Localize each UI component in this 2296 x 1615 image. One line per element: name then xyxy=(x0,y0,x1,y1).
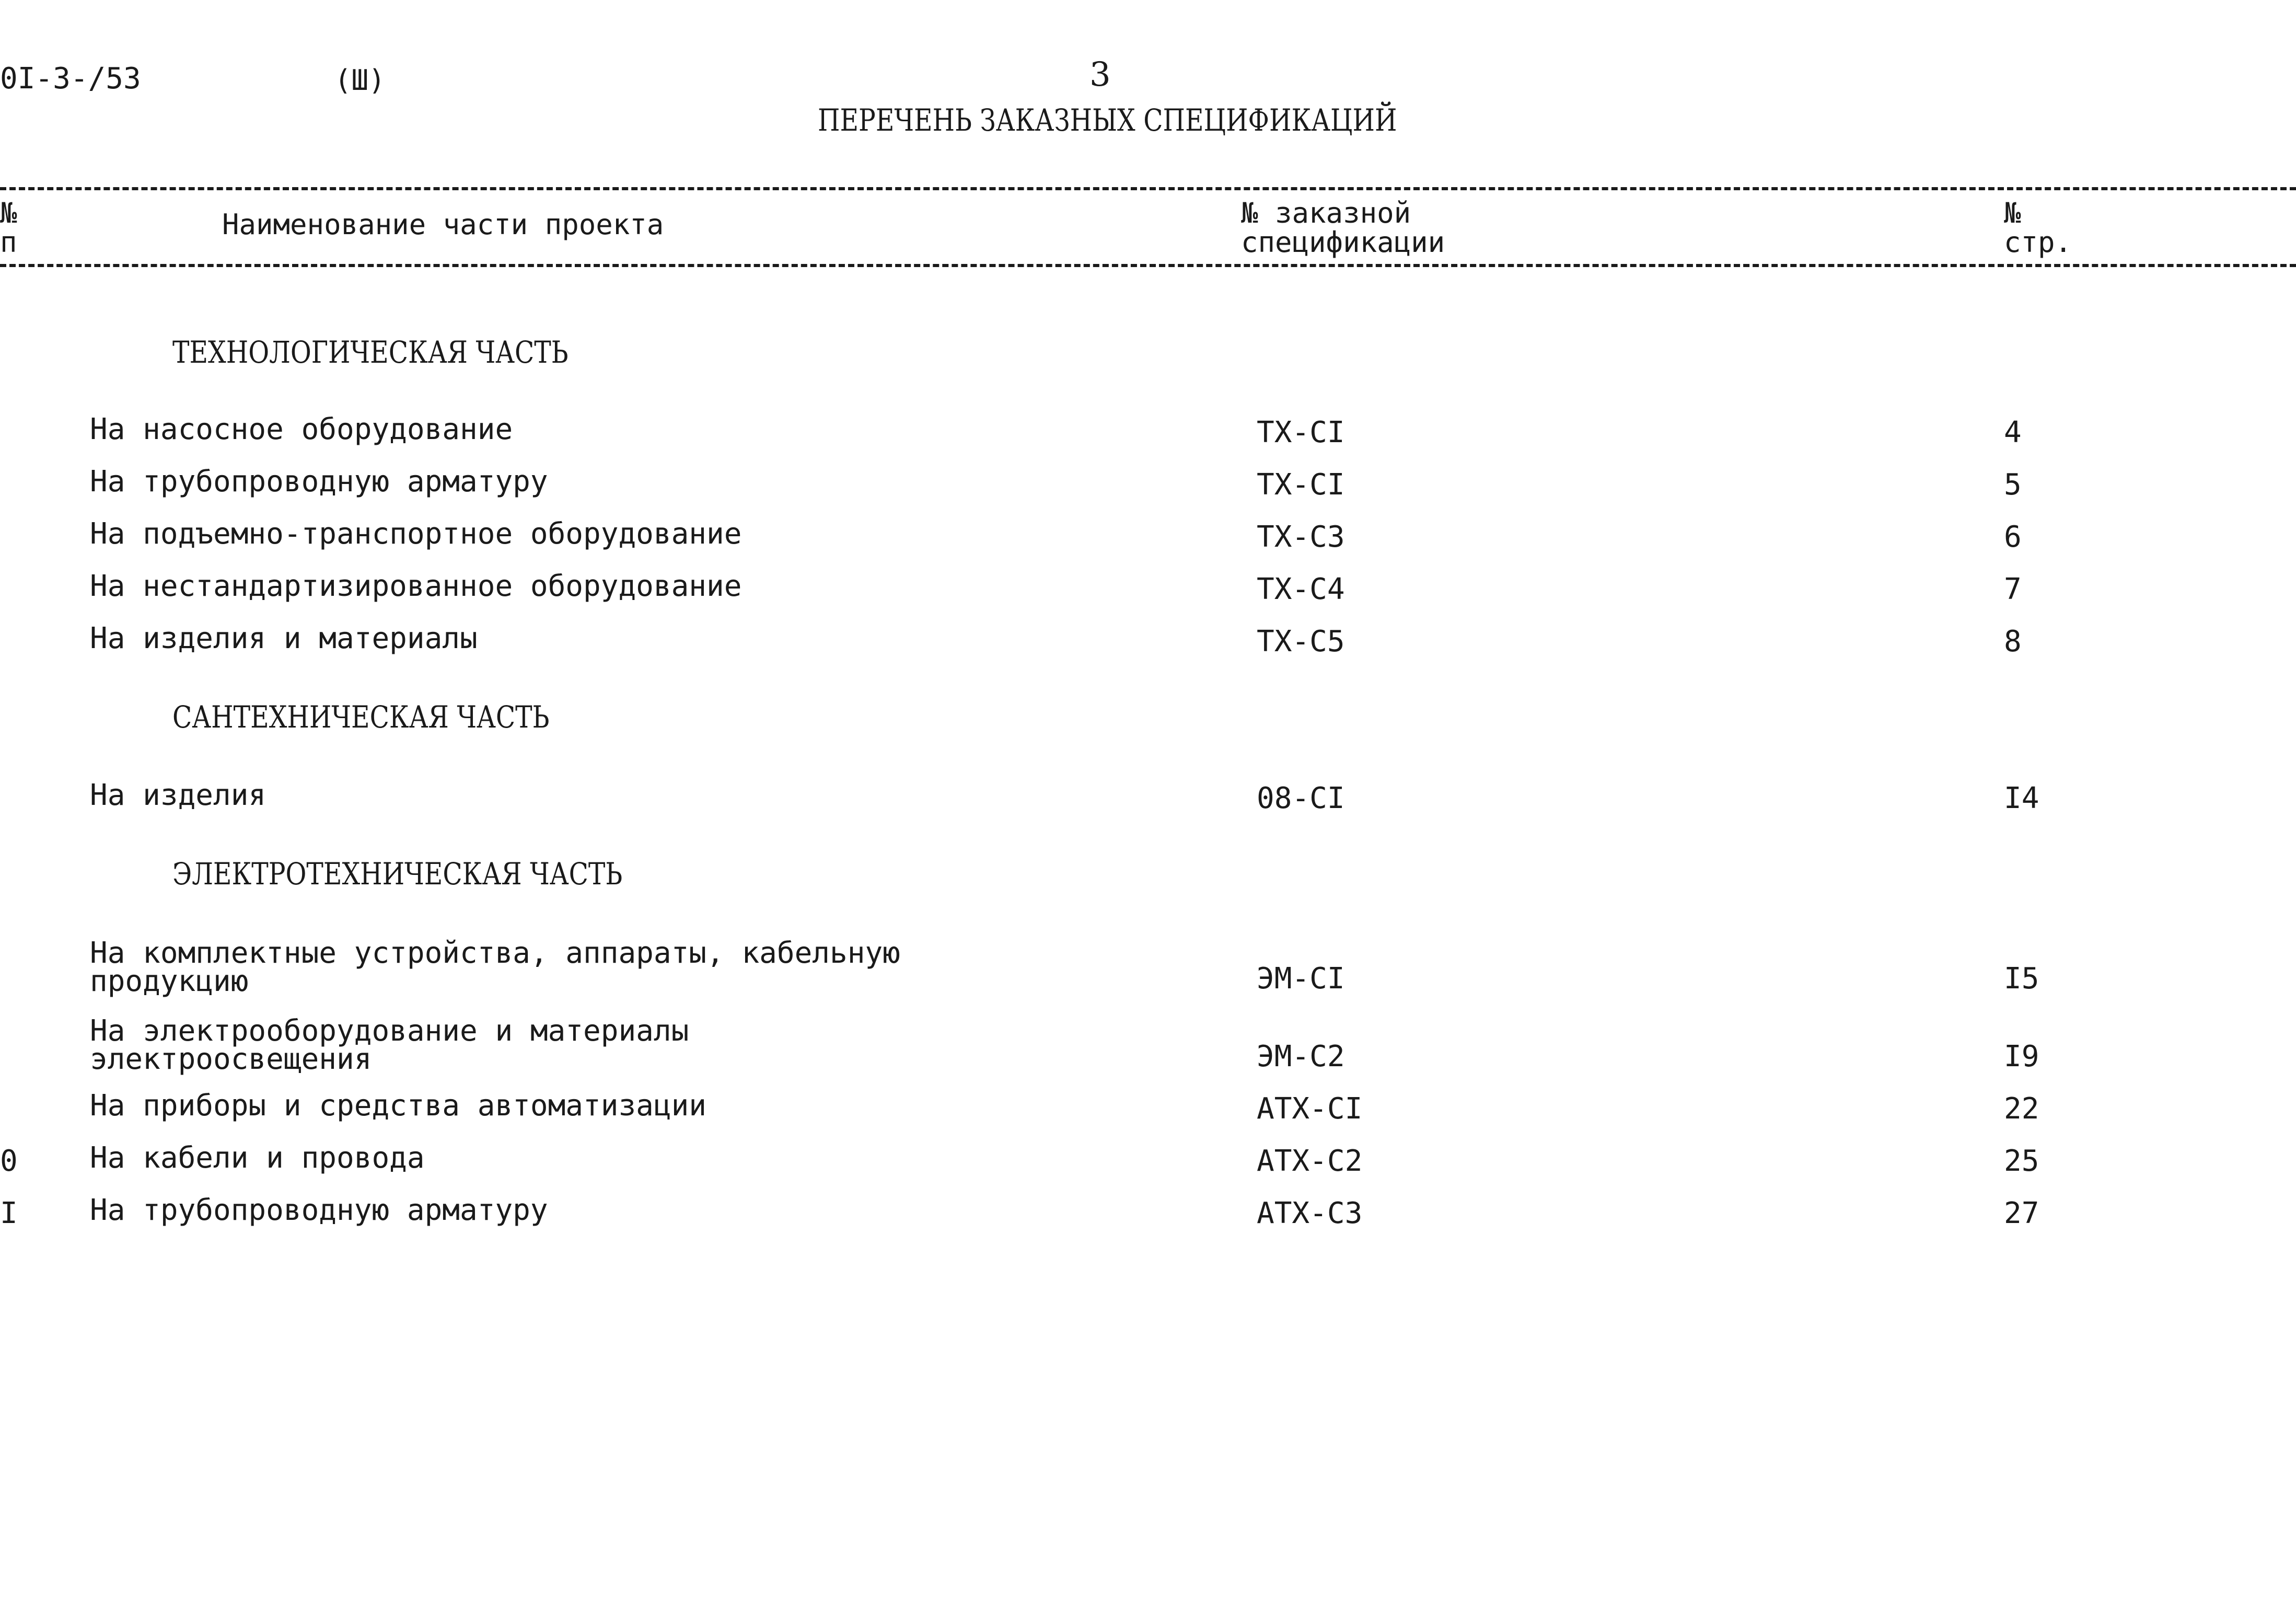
column-header-page-line2: стр. xyxy=(2004,226,2072,259)
table-row xyxy=(0,1141,2296,1186)
row-spec: ЭМ-С2 xyxy=(1257,1040,1345,1074)
row-spec: АТХ-СI xyxy=(1257,1092,1363,1126)
table-row xyxy=(0,1014,2296,1080)
row-page: 25 xyxy=(2004,1144,2039,1178)
column-header-spec-line2: спецификации xyxy=(1241,226,1445,259)
row-page: 5 xyxy=(2004,468,2022,502)
table-row xyxy=(0,1193,2296,1238)
column-header-name: Наименование части проекта xyxy=(222,208,664,241)
column-header-number-line1: № xyxy=(0,197,17,229)
row-spec: ТХ-С3 xyxy=(1257,520,1345,554)
row-name: На подъемно-транспортное оборудование xyxy=(90,517,742,551)
row-name: На изделия и материалы xyxy=(90,621,478,655)
table-row xyxy=(0,569,2296,614)
row-page: 7 xyxy=(2004,572,2022,606)
row-spec: ТХ-С4 xyxy=(1257,572,1345,606)
row-name: На трубопроводную арматуру xyxy=(90,465,548,499)
table-row xyxy=(0,412,2296,457)
row-name: На насосное оборудование xyxy=(90,412,513,446)
row-spec: ТХ-СI xyxy=(1257,416,1345,449)
row-name: На электрооборудование и материалы электроосвещения xyxy=(90,1014,689,1076)
row-page: 4 xyxy=(2004,416,2022,449)
volume-label: (Ш) xyxy=(334,64,386,97)
row-page: 8 xyxy=(2004,625,2022,659)
page-number: 3 xyxy=(1089,55,1111,94)
row-spec: ТХ-СI xyxy=(1257,468,1345,502)
row-spec: АТХ-С2 xyxy=(1257,1144,1363,1178)
row-name: На кабели и провода xyxy=(90,1141,425,1175)
row-spec: АТХ-С3 xyxy=(1257,1196,1363,1230)
row-name: На трубопроводную арматуру xyxy=(90,1193,548,1227)
row-name: На приборы и средства автоматизации xyxy=(90,1089,707,1123)
table-row xyxy=(0,621,2296,666)
table-row xyxy=(0,517,2296,562)
column-header-number-line2: п xyxy=(0,226,17,259)
row-number: 0 xyxy=(0,1144,18,1178)
column-header-page xyxy=(2004,199,2072,257)
table-row xyxy=(0,778,2296,823)
row-spec: ТХ-С5 xyxy=(1257,625,1345,659)
row-page: 27 xyxy=(2004,1196,2039,1230)
row-page: I5 xyxy=(2004,962,2039,996)
row-number: I xyxy=(0,1196,18,1230)
column-header-page-line1: № xyxy=(2004,197,2021,229)
document-code: 0I-3-/53 xyxy=(0,62,141,96)
column-header-number xyxy=(0,199,17,257)
table-row xyxy=(0,1089,2296,1134)
row-spec: ЭМ-СI xyxy=(1257,962,1345,996)
column-header-spec xyxy=(1241,199,1445,257)
row-name: На комплектные устройства, аппараты, кабельную продукцию xyxy=(90,936,900,998)
column-header-spec-line1: № заказной xyxy=(1241,197,1411,229)
table-row xyxy=(0,465,2296,510)
row-spec: 08-СI xyxy=(1257,781,1345,815)
header-bottom-rule xyxy=(0,264,2296,267)
section-heading-technological: ТЕХНОЛОГИЧЕСКАЯ ЧАСТЬ xyxy=(172,334,569,370)
row-page: 22 xyxy=(2004,1092,2039,1126)
section-heading-electrotechnical: ЭЛЕКТРОТЕХНИЧЕСКАЯ ЧАСТЬ xyxy=(172,856,623,892)
page-title: ПЕРЕЧЕНЬ ЗАКАЗНЫХ СПЕЦИФИКАЦИЙ xyxy=(818,102,1397,138)
table-row xyxy=(0,936,2296,1002)
header-top-rule xyxy=(0,187,2296,190)
row-page: 6 xyxy=(2004,520,2022,554)
row-name: На нестандартизированное оборудование xyxy=(90,569,742,603)
row-name: На изделия xyxy=(90,778,266,812)
section-heading-sanitary: САНТЕХНИЧЕСКАЯ ЧАСТЬ xyxy=(172,699,550,735)
row-page: I9 xyxy=(2004,1040,2039,1074)
row-page: I4 xyxy=(2004,781,2039,815)
